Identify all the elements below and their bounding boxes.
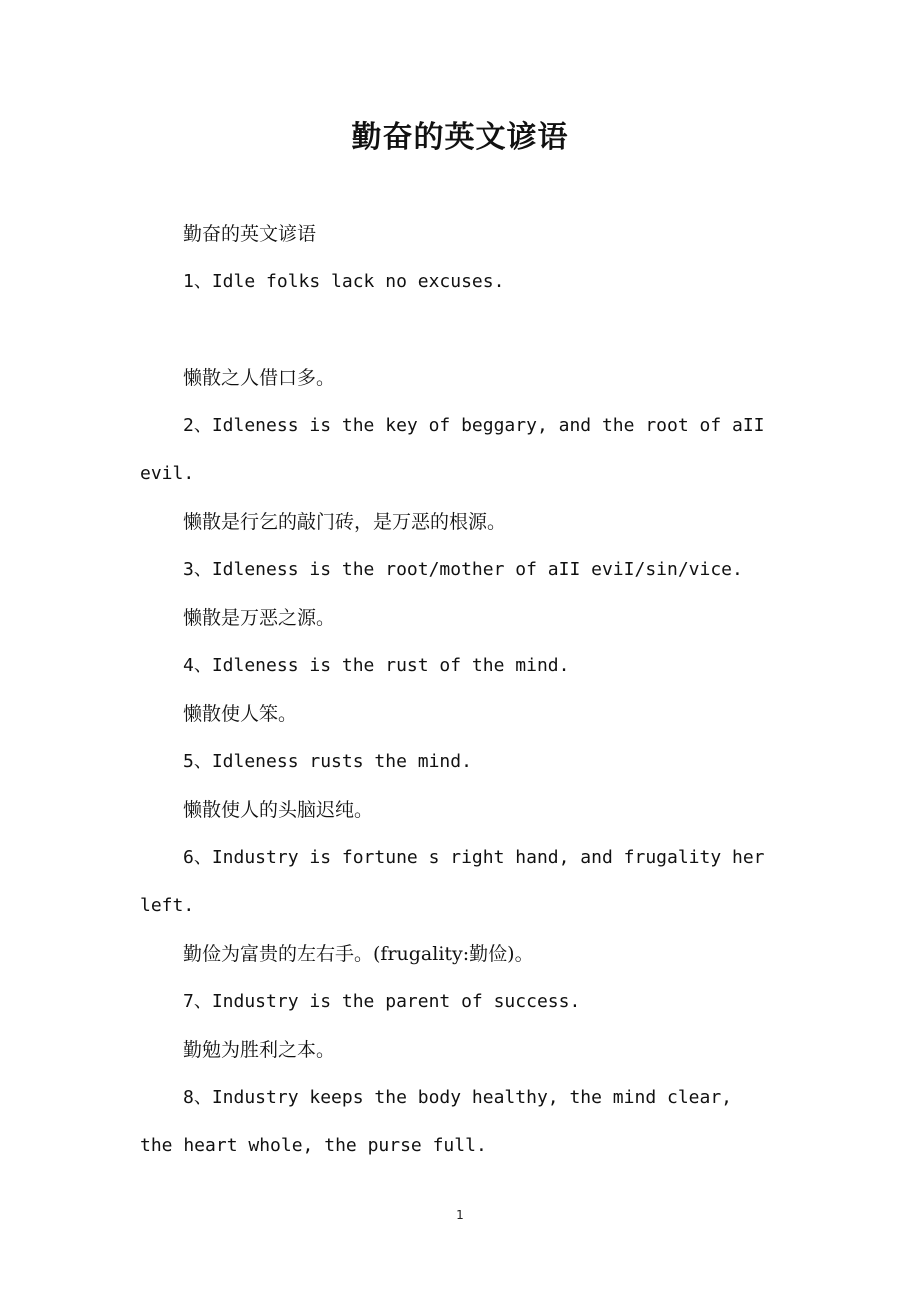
proverb-7-en: 7、Industry is the parent of success.	[183, 991, 581, 1012]
proverb-2-en-line2: evil.	[140, 463, 195, 484]
proverb-8-en-line1: 8、Industry keeps the body healthy, the mind clear,	[183, 1087, 733, 1108]
proverb-2-cn: 懒散是行乞的敲门砖，是万恶的根源。	[183, 511, 507, 533]
page-number: 1	[456, 1208, 464, 1222]
proverb-1-en: 1、Idle folks lack no excuses.	[183, 271, 505, 292]
proverb-5-cn: 懒散使人的头脑迟纯。	[183, 799, 374, 821]
page-title: 勤奋的英文谚语	[351, 120, 569, 155]
proverb-3-en: 3、Idleness is the root/mother of aII eviI/sin/vice.	[183, 559, 743, 580]
subtitle: 勤奋的英文谚语	[183, 223, 317, 245]
proverb-3-cn: 懒散是万恶之源。	[183, 607, 336, 629]
proverb-6-en-line2: left.	[140, 895, 195, 916]
proverb-2-en-line1: 2、Idleness is the key of beggary, and the root of aII	[183, 415, 765, 436]
proverb-6-en-line1: 6、Industry is fortune s right hand, and frugality her	[183, 847, 765, 868]
proverb-8-en-line2: the heart whole, the purse full.	[140, 1135, 487, 1156]
proverb-4-en: 4、Idleness is the rust of the mind.	[183, 655, 570, 676]
proverb-7-cn: 勤勉为胜利之本。	[183, 1039, 336, 1061]
proverb-6-cn: 勤俭为富贵的左右手。(frugality:勤俭)。	[183, 943, 534, 965]
proverb-1-cn: 懒散之人借口多。	[183, 367, 336, 389]
blank-line	[140, 306, 782, 354]
proverb-4-cn: 懒散使人笨。	[183, 703, 298, 725]
proverb-5-en: 5、Idleness rusts the mind.	[183, 751, 472, 772]
document-body	[140, 210, 782, 1170]
